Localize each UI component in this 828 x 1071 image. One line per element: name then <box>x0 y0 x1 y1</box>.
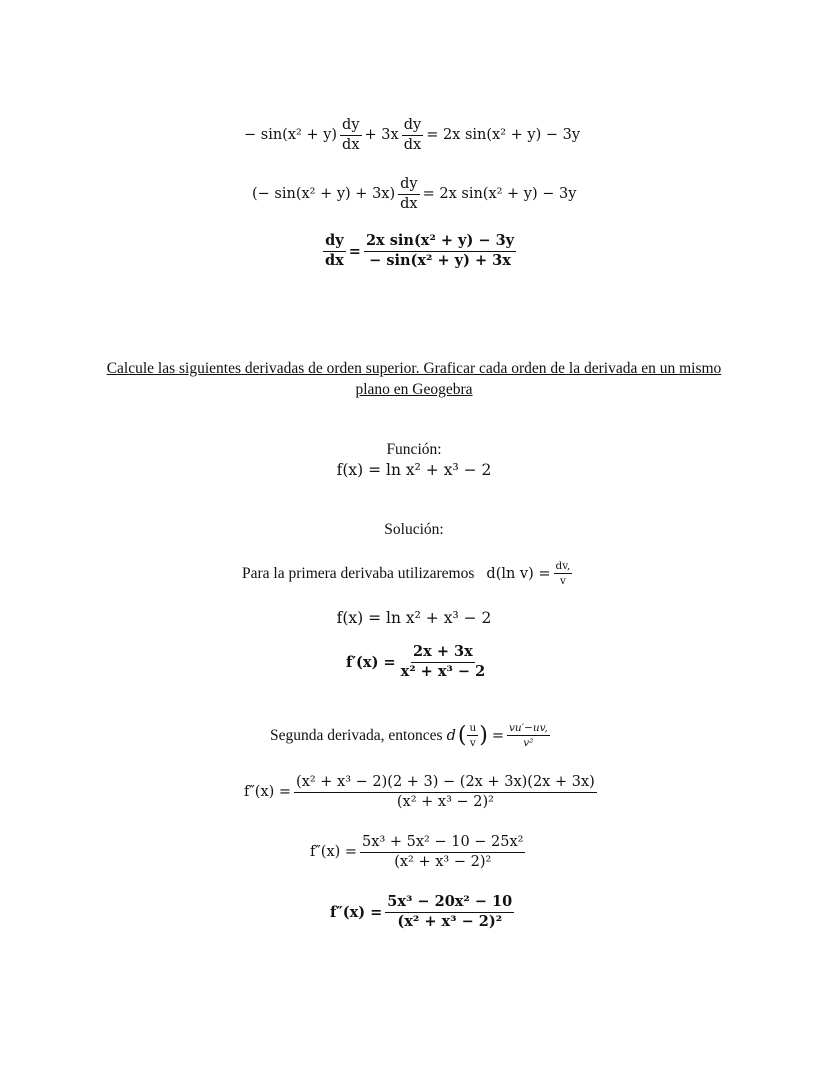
eq1-dy-2: dy <box>402 117 423 136</box>
eq1-dydx-fraction <box>340 117 361 153</box>
eq2-lhs: (− sin(x² + y) + 3x) <box>252 186 396 203</box>
quotient-rule-fraction <box>507 722 550 749</box>
eq3-result-fraction <box>364 233 516 269</box>
second-derivative-result <box>330 894 517 930</box>
eq2-dy: dy <box>398 176 419 195</box>
eq3-dx: dx <box>325 251 344 269</box>
quotient-rule-uv <box>467 722 478 749</box>
first-derivative-rule-line <box>242 560 575 587</box>
function-label: Función: <box>386 441 442 458</box>
quotient-rule-denominator: v² <box>523 737 534 750</box>
step1-denominator: (x² + x³ − 2)² <box>396 793 494 810</box>
implicit-equation-3 <box>320 233 519 269</box>
eq1-dx: dx <box>342 136 360 153</box>
eq2-dx: dx <box>400 195 418 212</box>
ln-rule-fraction <box>554 560 573 587</box>
implicit-equation-2 <box>252 176 576 212</box>
second-derivative-text: Segunda derivada, entonces <box>270 726 443 744</box>
eq1-rhs: = 2x sin(x² + y) − 3y <box>426 127 581 144</box>
quotient-rule-u: u <box>467 722 478 736</box>
instructions-line-1: Calcule las siguientes derivadas de orden superior. Graficar cada orden de la derivada en un mismo <box>106 360 722 377</box>
first-derivative-result <box>346 644 490 680</box>
eq3-equals: = <box>348 242 361 260</box>
step1-numerator: (x² + x³ − 2)(2 + 3) − (2x + 3x)(2x + 3x) <box>294 774 597 793</box>
eq1-dy: dy <box>340 117 361 136</box>
fprime-fraction <box>399 644 488 680</box>
function-expression: f(x) = ln x² + x³ − 2 <box>336 461 492 479</box>
eq1-plus-3x: + 3x <box>364 127 399 144</box>
step3-numerator: 5x³ − 20x² − 10 <box>385 894 514 913</box>
step2-numerator: 5x³ + 5x² − 10 − 25x² <box>360 834 525 853</box>
eq3-dydx-fraction <box>323 233 346 269</box>
eq3-dy: dy <box>323 233 346 252</box>
ln-rule-denominator: v <box>559 575 566 588</box>
fprime-lhs: f′(x) = <box>346 653 396 671</box>
eq1-dx-2: dx <box>403 136 422 153</box>
implicit-equation-1 <box>244 117 580 153</box>
eq2-dydx-fraction <box>398 176 419 212</box>
quotient-rule-v: v <box>469 737 476 750</box>
quotient-rule-d: d <box>446 727 456 744</box>
step2-denominator: (x² + x³ − 2)² <box>394 853 492 870</box>
eq1-dydx-fraction-2 <box>402 117 423 153</box>
step3-fraction <box>385 894 514 930</box>
eq1-lhs: − sin(x² + y) <box>244 127 338 144</box>
second-derivative-step-2 <box>310 834 528 870</box>
step1-fraction <box>294 774 597 810</box>
function-expression-repeat: f(x) = ln x² + x³ − 2 <box>336 609 492 627</box>
ln-rule-numerator: dv, <box>554 560 573 574</box>
eq3-numerator: 2x sin(x² + y) − 3y <box>364 233 516 252</box>
quotient-rule-numerator: vu′−uv, <box>507 722 550 736</box>
step1-lhs: f″(x) = <box>244 784 292 801</box>
eq2-rhs: = 2x sin(x² + y) − 3y <box>422 186 577 203</box>
instructions-line-2: plano en Geogebra <box>355 381 473 398</box>
fprime-numerator: 2x + 3x <box>411 644 475 663</box>
step2-fraction <box>360 834 525 870</box>
step3-lhs: f″(x) = <box>330 903 383 921</box>
fprime-denominator: x² + x³ − 2 <box>400 662 486 680</box>
second-derivative-rule-line: Segunda derivada, entonces d ( $\frac{u}{v}$ ) = $\frac{vu'-uv,}{\text{v²}}$ <box>270 722 548 750</box>
first-derivative-text: Para la primera derivaba utilizaremos <box>242 564 475 582</box>
eq3-denominator: − sin(x² + y) + 3x <box>369 251 511 269</box>
step3-denominator: (x² + x³ − 2)² <box>397 912 503 930</box>
quotient-rule-equals: = <box>491 727 504 744</box>
solution-label: Solución: <box>384 521 444 538</box>
ln-rule-lhs: d(ln v) = <box>486 565 551 582</box>
step2-lhs: f″(x) = <box>310 844 358 861</box>
second-derivative-step-1 <box>244 774 600 810</box>
